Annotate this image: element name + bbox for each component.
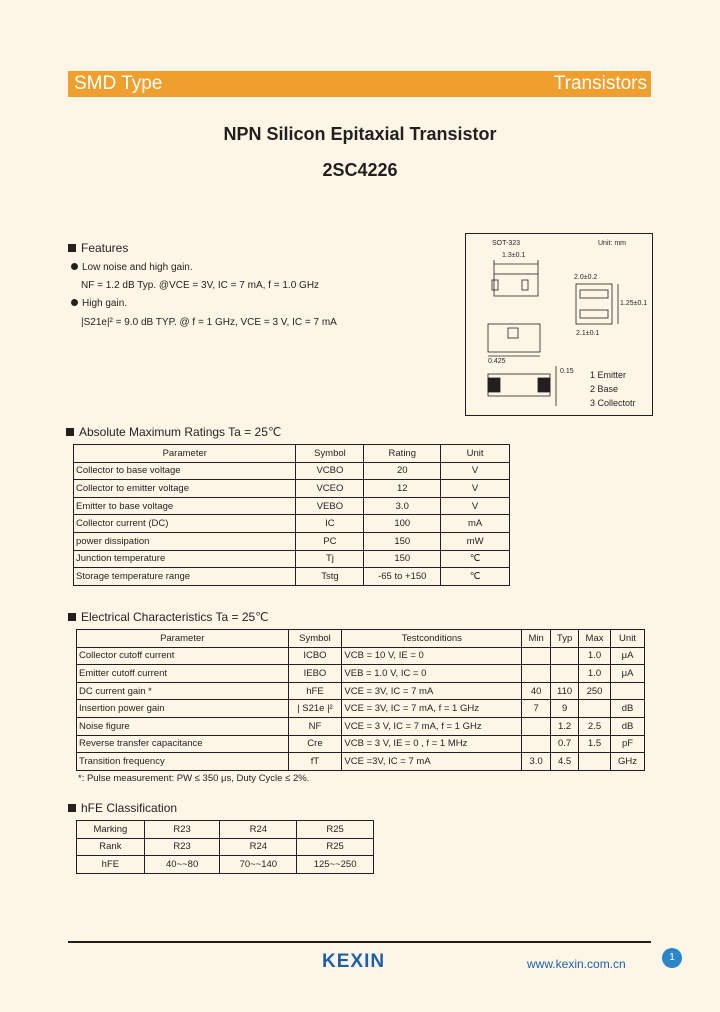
table-cell: 1.2	[551, 717, 579, 735]
table-cell: 7	[522, 700, 551, 718]
table-cell: VCE =3V, IC = 7 mA	[342, 753, 522, 771]
round-bullet-icon	[71, 263, 78, 270]
table-cell: Emitter cutoff current	[77, 665, 289, 683]
dimension-label: 0.425	[488, 358, 506, 365]
table-cell: ℃	[441, 568, 510, 586]
pin-label: 3 Collectotr	[590, 398, 636, 408]
table-cell: 150	[364, 550, 441, 568]
table-cell: -65 to +150	[364, 568, 441, 586]
table-cell: 4.5	[551, 753, 579, 771]
part-number: 2SC4226	[322, 160, 398, 180]
table-cell: Collector current (DC)	[74, 515, 296, 533]
header-product-type: Transistors	[553, 73, 647, 94]
table-cell: 150	[364, 532, 441, 550]
column-header: Min	[522, 630, 551, 648]
square-bullet-icon	[68, 244, 76, 252]
table-cell: DC current gain *	[77, 682, 289, 700]
dimension-label: 2.0±0.2	[574, 274, 598, 281]
table-cell: 100	[364, 515, 441, 533]
table-row	[74, 515, 510, 533]
table-cell: pF	[611, 735, 645, 753]
table-row	[77, 735, 645, 753]
table-cell: 250	[579, 682, 611, 700]
square-bullet-icon	[68, 613, 76, 621]
table-row	[77, 717, 645, 735]
table-cell	[522, 647, 551, 665]
table-cell: Marking	[77, 821, 145, 839]
column-header: Rating	[364, 445, 441, 463]
table-cell: Collector to emitter voltage	[74, 480, 296, 498]
table-cell: Storage temperature range	[74, 568, 296, 586]
feature-item: High gain.	[71, 298, 127, 309]
table-header-row	[77, 630, 645, 648]
column-header: Symbol	[296, 445, 364, 463]
table-row	[77, 647, 645, 665]
table-cell: 9	[551, 700, 579, 718]
table-cell: VCE = 3V, IC = 7 mA, f = 1 GHz	[342, 700, 522, 718]
table-cell: Emitter to base voltage	[74, 497, 296, 515]
table-cell: | S21e |²	[288, 700, 342, 718]
table-cell: power dissipation	[74, 532, 296, 550]
table-cell: 40~~80	[144, 856, 220, 874]
electrical-heading: Electrical Characteristics Ta = 25℃	[68, 610, 269, 624]
hfe-heading: hFE Classification	[68, 801, 177, 815]
column-header: Symbol	[288, 630, 342, 648]
table-row	[77, 665, 645, 683]
table-cell: 20	[364, 462, 441, 480]
table-cell: GHz	[611, 753, 645, 771]
table-row	[74, 532, 510, 550]
table-cell: R24	[220, 821, 297, 839]
table-cell: NF	[288, 717, 342, 735]
table-row	[77, 821, 374, 839]
dimension-label: 1.3±0.1	[502, 252, 526, 259]
table-cell: V	[441, 462, 510, 480]
table-row	[74, 480, 510, 498]
column-header: Unit	[611, 630, 645, 648]
column-header: Typ	[551, 630, 579, 648]
table-cell	[611, 682, 645, 700]
dimension-label: 2.1±0.1	[576, 330, 600, 337]
table-cell: VCE = 3 V, IC = 7 mA, f = 1 GHz	[342, 717, 522, 735]
dimension-label: 0.15	[560, 368, 574, 375]
table-cell: dB	[611, 717, 645, 735]
table-cell: IC	[296, 515, 364, 533]
table-cell: 3.0	[364, 497, 441, 515]
table-cell: R25	[297, 821, 374, 839]
table-cell: Cre	[288, 735, 342, 753]
table-cell: 12	[364, 480, 441, 498]
column-header: Max	[579, 630, 611, 648]
table-cell: 1.0	[579, 647, 611, 665]
table-cell: IEBO	[288, 665, 342, 683]
table-cell: VCE = 3V, IC = 7 mA	[342, 682, 522, 700]
table-cell: V	[441, 497, 510, 515]
table-cell: R25	[297, 838, 374, 856]
table-cell	[522, 735, 551, 753]
table-cell: ICBO	[288, 647, 342, 665]
table-row	[77, 700, 645, 718]
table-row	[77, 856, 374, 874]
table-cell: VEBO	[296, 497, 364, 515]
table-cell: Tj	[296, 550, 364, 568]
table-cell: Transition frequency	[77, 753, 289, 771]
column-header: Testconditions	[342, 630, 522, 648]
table-cell: R24	[220, 838, 297, 856]
page-title: NPN Silicon Epitaxial Transistor	[223, 124, 497, 144]
table-cell: PC	[296, 532, 364, 550]
column-header: Unit	[441, 445, 510, 463]
absolute-max-table	[73, 444, 510, 586]
table-cell	[522, 665, 551, 683]
table-row	[74, 497, 510, 515]
table-cell: VCEO	[296, 480, 364, 498]
table-cell: 110	[551, 682, 579, 700]
table-cell: 1.5	[579, 735, 611, 753]
table-cell	[551, 665, 579, 683]
table-cell: mW	[441, 532, 510, 550]
pin-label: 2 Base	[590, 384, 619, 394]
table-cell: Collector to base voltage	[74, 462, 296, 480]
table-row	[77, 753, 645, 771]
table-row	[74, 462, 510, 480]
table-cell: Noise figure	[77, 717, 289, 735]
table-row	[74, 568, 510, 586]
package-name: SOT-323	[492, 240, 521, 247]
table-cell: VCB = 10 V, IE = 0	[342, 647, 522, 665]
table-cell: hFE	[77, 856, 145, 874]
square-bullet-icon	[66, 428, 74, 436]
table-cell: Reverse transfer capacitance	[77, 735, 289, 753]
column-header: Parameter	[77, 630, 289, 648]
table-row	[77, 682, 645, 700]
feature-detail: |S21e|² = 9.0 dB TYP. @ f = 1 GHz, VCE = 3 V, IC = 7 mA	[81, 317, 337, 328]
website-link[interactable]: www.kexin.com.cn	[527, 957, 626, 971]
table-cell: V	[441, 480, 510, 498]
table-cell: R23	[144, 821, 220, 839]
table-cell	[579, 700, 611, 718]
table-cell: Tstg	[296, 568, 364, 586]
electrical-table	[76, 629, 645, 771]
feature-detail: NF = 1.2 dB Typ. @VCE = 3V, IC = 7 mA, f = 1.0 GHz	[81, 280, 320, 291]
features-heading: Features	[68, 241, 128, 255]
table-cell: VEB = 1.0 V, IC = 0	[342, 665, 522, 683]
table-cell: 70~~140	[220, 856, 297, 874]
table-cell: 40	[522, 682, 551, 700]
pulse-note: *: Pulse measurement: PW ≤ 350 μs, Duty Cycle ≤ 2%.	[78, 773, 310, 784]
page-number-badge: 1	[662, 948, 682, 968]
table-cell	[579, 753, 611, 771]
footer-divider	[68, 941, 651, 943]
table-cell: ℃	[441, 550, 510, 568]
pin-label: 1 Emitter	[590, 370, 627, 380]
table-row	[74, 550, 510, 568]
table-cell: 1.0	[579, 665, 611, 683]
table-cell: VCB = 3 V, IE = 0 , f = 1 MHz	[342, 735, 522, 753]
feature-item: Low noise and high gain.	[71, 262, 193, 273]
table-cell: 2.5	[579, 717, 611, 735]
table-cell: μA	[611, 647, 645, 665]
package-outline-icon	[466, 234, 654, 417]
package-unit: Unit: mm	[598, 240, 626, 247]
table-cell: VCBO	[296, 462, 364, 480]
dimension-label: 1.25±0.1	[620, 300, 648, 307]
header-bar	[68, 71, 651, 97]
table-cell: mA	[441, 515, 510, 533]
column-header: Parameter	[74, 445, 296, 463]
table-cell: fT	[288, 753, 342, 771]
table-cell: 125~~250	[297, 856, 374, 874]
brand-logo: KEXIN	[322, 951, 386, 972]
header-category: SMD Type	[74, 73, 163, 94]
table-cell	[522, 717, 551, 735]
hfe-table	[76, 820, 374, 874]
table-cell: 3.0	[522, 753, 551, 771]
table-row	[77, 838, 374, 856]
package-drawing	[465, 233, 653, 416]
square-bullet-icon	[68, 804, 76, 812]
table-cell: Junction temperature	[74, 550, 296, 568]
table-cell: hFE	[288, 682, 342, 700]
table-cell: dB	[611, 700, 645, 718]
round-bullet-icon	[71, 299, 78, 306]
table-cell: 0.7	[551, 735, 579, 753]
table-cell: Rank	[77, 838, 145, 856]
table-cell	[551, 647, 579, 665]
table-cell: Insertion power gain	[77, 700, 289, 718]
table-cell: Collector cutoff current	[77, 647, 289, 665]
table-header-row	[74, 445, 510, 463]
table-cell: R23	[144, 838, 220, 856]
table-cell: μA	[611, 665, 645, 683]
absolute-max-heading: Absolute Maximum Ratings Ta = 25℃	[66, 425, 281, 439]
